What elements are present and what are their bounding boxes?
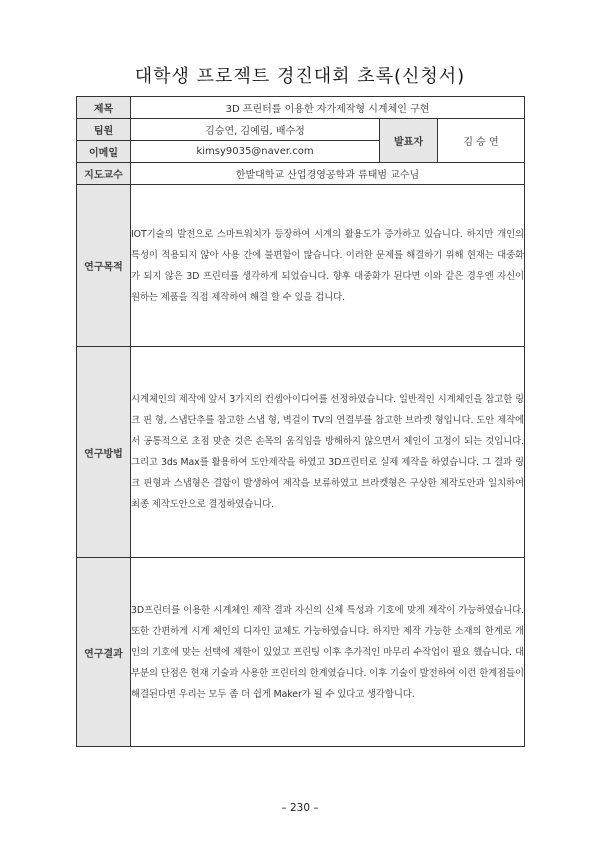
title-label: 제목	[77, 97, 131, 119]
team-row	[77, 119, 525, 141]
advisor-value: 한밭대학교 산업경영공학과 류태범 교수님	[131, 163, 525, 185]
title-value: 3D 프린터를 이용한 자가제작형 시계체인 구현	[131, 97, 525, 119]
purpose-text: IOT기술의 발전으로 스마트워치가 등장하여 시계의 활용도가 증가하고 있습니다. 하지만 개인의 특성이 적용되지 않아 사용 간에 불편함이 많습니다. 이러한 문제를 해결하기 위해 현재는 대중화가 되지 않은 3D 프린터를 생각하게 되었습니다. 향후 대중화가 된다면 이와 같은 경우엔 자신이 원하는 제품을 직접 제작하여 해결 할 수 있을 겁니다.	[131, 228, 524, 303]
page-title: 대학생 프로젝트 경진대회 초록(신청서)	[134, 66, 466, 87]
advisor-label: 지도교수	[77, 163, 131, 185]
presenter-label: 발표자	[380, 119, 438, 163]
page-number: – 230 –	[281, 802, 319, 814]
abstract-form-table	[76, 96, 525, 747]
result-text: 3D프린터를 이용한 시계체인 제작 결과 자신의 신체 특성과 기호에 맞게 제작이 가능하였습니다. 또한 간편하게 시계 체인의 디자인 교체도 가능하였습니다. 하지만 제작 가능한 소재의 한계로 개인의 기호에 맞는 선택에 제한이 있었고 프린팅 이후 추가적인 마무리 수작업이 필요 했습니다. 대부분의 단점은 현재 기술과 사용한 프린터의 한계였습니다. 이후 기술이 발전하여 이런 한계점들이 해결된다면 우리는 모두 좀 더 쉽게 Maker가 될 수 있다고 생각합니다.	[131, 604, 524, 700]
team-label: 팀원	[77, 119, 131, 141]
method-label: 연구방법	[77, 347, 131, 558]
team-value: 김승연, 김예림, 배수정	[131, 119, 380, 141]
title-row	[77, 97, 525, 119]
advisor-row	[77, 163, 525, 185]
presenter-value: 김 승 연	[438, 119, 525, 163]
result-row	[77, 558, 525, 747]
email-value: kimsy9035@naver.com	[131, 141, 380, 163]
email-label: 이메일	[77, 141, 131, 163]
purpose-label: 연구목적	[77, 185, 131, 347]
result-cell	[131, 558, 525, 747]
method-text: 시계체인의 제작에 앞서 3가지의 컨셉아이디어를 선정하였습니다. 일반적인 시계체인을 참고한 링크 핀 형, 스냅단추를 참고한 스냅 형, 벽걸이 TV의 연결부를 참고한 브라켓 형입니다. 도안 제작에서 공통적으로 초점 맞춘 것은 손목의 움직임을 방해하지 않으면서 체인이 고정이 되는 것입니다. 그리고 3ds Max를 활용하여 도안제작을 하였고 3D프린터로 실제 제작을 하였습니다. 그 결과 링크 핀형과 스냅형은 결함이 발생하여 제작을 보류하였고 브라켓형은 구상한 제작도안과 일치하여 최종 제작도안으로 결정하였습니다.	[131, 394, 524, 510]
method-cell	[131, 347, 525, 558]
purpose-row	[77, 185, 525, 347]
method-row	[77, 347, 525, 558]
result-label: 연구결과	[77, 558, 131, 747]
purpose-cell	[131, 185, 525, 347]
